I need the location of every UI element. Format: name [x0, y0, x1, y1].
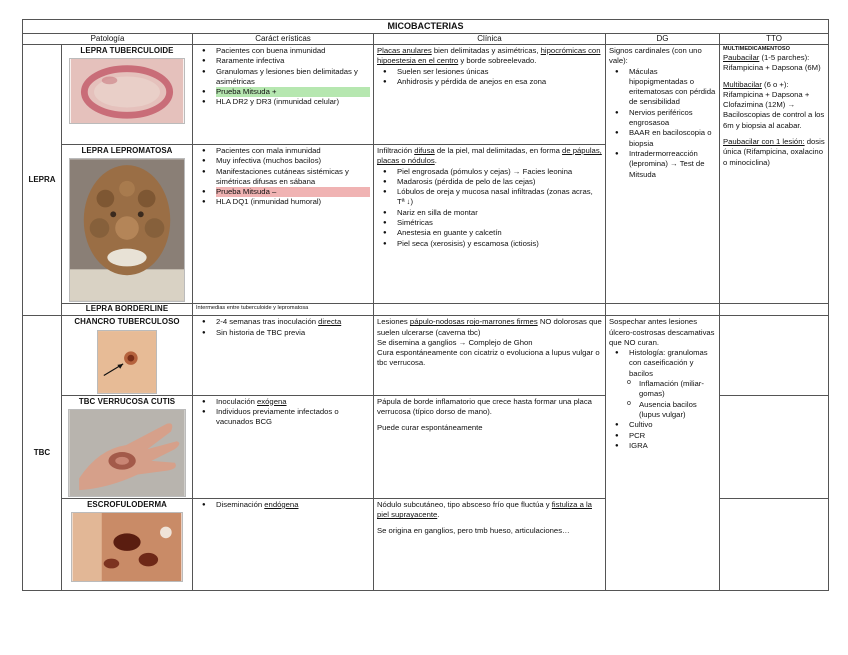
tto-text: (1-5 parches): Rifampicina + Dapsona (6M)	[723, 53, 821, 73]
tto-lepra-borderline	[720, 304, 829, 316]
dg-item: ● Cultivo	[629, 420, 716, 430]
car-underline: exógena	[257, 396, 287, 406]
car-item	[216, 500, 370, 510]
clinica-item: ● Piel engrosada (pómulos y cejas) → Facies leonina	[397, 167, 602, 177]
dg-item: ● Intradermorreacción (lepromina) → Test de Mitsuda	[629, 149, 716, 180]
pathology-tbc-verrucosa-cutis	[62, 395, 193, 498]
caracteristicas-escrofuloderma	[193, 498, 374, 590]
clinica-item: ● Anhidrosis y pérdida de anejos en esa zona	[397, 77, 602, 87]
clinica-underline: Placas anulares	[377, 46, 432, 55]
table-title: MICOBACTERIAS	[23, 20, 829, 34]
tto-text: dosis única (Rifampicina, oxalacino o minociclina)	[723, 137, 825, 167]
escrofuloderma-photo	[71, 512, 183, 582]
car-item: ● Pacientes con buena inmunidad	[216, 46, 370, 56]
tto-paubacilar-1-lesion	[723, 137, 825, 168]
clinica-item: ● Piel seca (xerosisis) y escamosa (ictiosis)	[397, 239, 602, 249]
caracteristicas-chancro-tuberculoso	[193, 316, 374, 395]
clinica-item: ● Madarosis (pérdida de pelo de las cejas)	[397, 177, 602, 187]
clinica-fragment: de la piel, mal delimitadas, en forma	[434, 146, 563, 155]
car-item: ● Raramente infectiva	[216, 56, 370, 66]
pathology-name: LEPRA BORDERLINE	[85, 304, 169, 314]
pathology-escrofuloderma	[62, 498, 193, 590]
car-fragment: 2-4 semanas tras inoculación	[216, 317, 319, 327]
clinica-text: Cura espontáneamente con cicatriz o evoluciona a lupus vulgar o tbc verrucosa.	[377, 348, 600, 368]
clinica-text: Se disemina a ganglios → Complejo de Ghon	[377, 337, 533, 347]
micobacterias-table	[22, 19, 829, 591]
car-item: ● HLA DQ1 (inmunidad humoral)	[216, 197, 370, 207]
clinica-lepra-lepromatosa	[374, 145, 606, 304]
car-fragment: Inoculación	[216, 396, 258, 406]
tto-paubacilar	[723, 53, 825, 74]
group-tbc: TBC	[23, 316, 62, 591]
tto-head: MULTIMEDICAMENTOSO	[723, 46, 790, 52]
clinica-fragment: Lesiones	[377, 317, 410, 327]
header-clinica: Clínica	[374, 34, 606, 45]
group-lepra: LEPRA	[23, 45, 62, 316]
caracteristicas-lepra-lepromatosa	[193, 145, 374, 304]
header-dg: DG	[606, 34, 720, 45]
dg-item-histologia: ● Histología: granulomas con caseificación y bacilos	[629, 348, 716, 379]
clinica-item: ● Simétricas	[397, 218, 602, 228]
tto-label: Paubacilar	[723, 53, 760, 62]
tto-chancro-tuberculoso	[720, 316, 829, 395]
tto-text: (6 o +): Rifampicina + Dapsona + Clofazimina (12M) → Baciloscopias de control a los 6m y biopsia al acabar.	[723, 79, 825, 130]
car-item	[216, 397, 370, 407]
car-item: ● Muy infectiva (muchos bacilos)	[216, 156, 370, 166]
car-item: ● Sin historia de TBC previa	[216, 328, 370, 338]
dg-item: ● Nervios periféricos engrosasoa	[629, 108, 716, 129]
car-item: ● Individuos previamente infectados o vacunados BCG	[216, 407, 370, 428]
car-item	[216, 317, 370, 327]
header-patologia: Patología	[23, 34, 193, 45]
clinica-text	[377, 146, 602, 167]
caracteristicas-lepra-tuberculoide	[193, 45, 374, 145]
car-item-mitsuda-negative	[216, 187, 370, 197]
clinica-fragment: .	[434, 156, 437, 166]
tto-label: Paubacilar con 1 lesión:	[723, 137, 805, 147]
car-underline: directa	[318, 317, 342, 327]
clinica-fragment: bien delimitadas y asimétricas,	[431, 46, 541, 55]
clinica-item: ● Anestesia en guante y calcetín	[397, 228, 602, 238]
clinica-fragment: Infiltración	[377, 146, 415, 155]
lepra-borderline-note: Intermedias entre tuberculoide y lepromatosa	[193, 304, 374, 316]
clinica-item: ● Lóbulos de oreja y mucosa nasal infiltradas (zonas acras, Tª ↓)	[397, 187, 602, 208]
clinica-fragment: y borde sobreelevado.	[458, 56, 537, 66]
micobacterias-sheet	[22, 19, 828, 591]
pathology-name: LEPRA TUBERCULOIDE	[80, 46, 174, 55]
pathology-name: CHANCRO TUBERCULOSO	[74, 317, 180, 327]
tto-lepra	[720, 45, 829, 304]
clinica-fragment: NO dolorosas que suelen ulcerarse (caverna tbc)	[377, 317, 602, 337]
clinica-underline: fistuliza a la piel suprayacente	[377, 499, 592, 520]
header-caracteristicas: Caráct erísticas	[193, 34, 374, 45]
clinica-text	[377, 46, 602, 67]
car-item: ● HLA DR2 y DR3 (inmunidad celular)	[216, 97, 370, 107]
dg-item: ● PCR	[629, 431, 716, 441]
clinica-underline: difusa	[414, 146, 435, 155]
tbc-verrucosa-photo	[68, 409, 186, 497]
tto-multibacilar	[723, 80, 825, 131]
clinica-item: ● Nariz en silla de montar	[397, 208, 602, 218]
dg-lepra	[606, 45, 720, 304]
tto-label: Multibacilar	[723, 79, 762, 89]
lepra-lepromatosa-photo	[69, 158, 185, 302]
clinica-text: Se origina en ganglios, pero tmb hueso, articulaciones…	[377, 526, 570, 536]
car-item: ● Pacientes con mala inmunidad	[216, 146, 370, 156]
header-tto: TTO	[720, 34, 829, 45]
highlight-green: ● Prueba Mitsuda +	[216, 87, 370, 97]
pathology-lepra-lepromatosa	[62, 145, 193, 304]
clinica-lepra-borderline	[374, 304, 606, 316]
clinica-text	[377, 317, 602, 338]
car-item: ● Manifestaciones cutáneas sistémicas y simétricas difusas en sábana	[216, 167, 370, 188]
dg-intro: Sospechar antes lesiones úlcero-costrosas descamativas que NO curan.	[609, 317, 715, 347]
dg-item: ● IGRA	[629, 441, 716, 451]
clinica-underline: pápulo-nodosas rojo-marrones firmes	[409, 317, 538, 327]
pathology-lepra-borderline	[62, 304, 193, 316]
clinica-underline: hipocrómicas con hipoestesia en el centro	[377, 46, 601, 66]
pathology-name: ESCROFULODERMA	[87, 499, 167, 509]
clinica-chancro-tuberculoso	[374, 316, 606, 395]
dg-item: ● BAAR en baciloscopia o biopsia	[629, 128, 716, 149]
dg-subitem: o Ausencia bacilos (lupus vulgar)	[639, 400, 716, 421]
clinica-fragment: .	[437, 510, 440, 520]
clinica-text: Pápula de borde inflamatorio que crece hasta formar una placa verrucosa (típico dorso de mano).	[377, 396, 592, 416]
chancro-tuberculoso-photo	[97, 330, 157, 394]
clinica-fragment: Nódulo subcutáneo, tipo absceso frío que fluctúa y	[377, 499, 552, 509]
tto-tbc-verrucosa-cutis	[720, 395, 829, 498]
clinica-escrofuloderma	[374, 498, 606, 590]
dg-lepra-borderline	[606, 304, 720, 316]
dg-subitem: o Inflamación (miliar-gomas)	[639, 379, 716, 400]
lepra-tuberculoide-photo	[69, 58, 185, 124]
dg-intro: Signos cardinales (con uno vale):	[609, 46, 702, 66]
pathology-name: LEPRA LEPROMATOSA	[81, 146, 173, 155]
clinica-tbc-verrucosa-cutis	[374, 395, 606, 498]
tto-escrofuloderma	[720, 498, 829, 590]
car-fragment: Diseminación	[216, 499, 265, 509]
pathology-chancro-tuberculoso	[62, 316, 193, 395]
clinica-text	[377, 500, 602, 521]
pathology-lepra-tuberculoide	[62, 45, 193, 145]
car-item-mitsuda-positive	[216, 87, 370, 97]
dg-item: ● Máculas hipopigmentadas o eritematosas con pérdida de sensibilidad	[629, 67, 716, 108]
clinica-lepra-tuberculoide	[374, 45, 606, 145]
car-underline: endógena	[264, 499, 299, 509]
caracteristicas-tbc-verrucosa-cutis	[193, 395, 374, 498]
highlight-red: ● Prueba Mitsuda –	[216, 187, 370, 197]
clinica-text: Puede curar espontáneamente	[377, 423, 483, 433]
car-item: ● Granulomas y lesiones bien delimitadas y asimétricas	[216, 67, 370, 88]
pathology-name: TBC VERRUCOSA CUTIS	[78, 396, 176, 406]
dg-tbc	[606, 316, 720, 591]
clinica-item: ● Suelen ser lesiones únicas	[397, 67, 602, 77]
clinica-underline: de pápulas, placas o nódulos	[377, 146, 602, 166]
